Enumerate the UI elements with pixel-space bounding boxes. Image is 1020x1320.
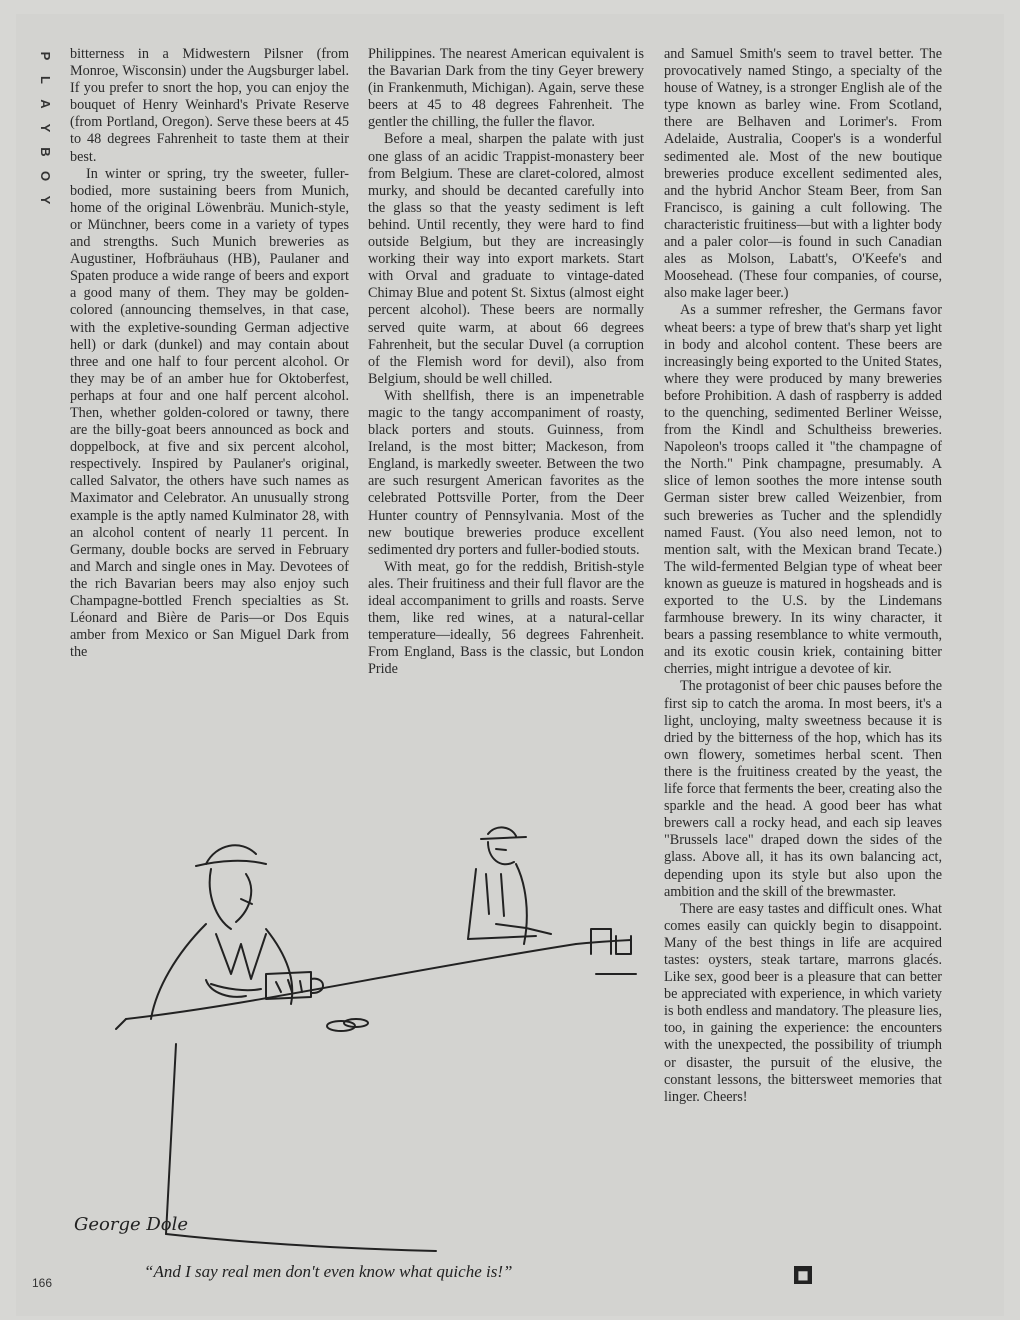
page-number: 166 (32, 1276, 53, 1290)
cartoonist-signature: George Dole (74, 1214, 189, 1235)
masthead-letter: B (38, 147, 53, 157)
text-column-1 (70, 46, 349, 661)
cartoon-caption: “And I say real men don't even know what quiche is!” (144, 1262, 513, 1281)
paragraph: As a summer refresher, the Germans favor wheat beers: a type of brew that's sharp yet light in body and alcohol content. These beers are increasingly being exported to the United States, where they were produced by many breweries before Prohibition. A dash of raspberry is added to the quenching, sedimented Berliner Weisse, from the Kindl and Schultheiss breweries. Napoleon's troops called it "the champagne of the North." Pink champagne, presumably. A slice of lemon soothes the more intense south German sister brew called Weizenbier, from such breweries as Tucher and the splendidly named Faust. (You also need lemon, not to mention salt, with the Mexican brand Tecate.) The wild-fermented Belgian type of wheat beer known as gueuze is matured in hogsheads and is exported to the U.S. by the Lindemans farmhouse brewery. In its winy character, it bears a passing resemblance to white vermouth, and its exotic cousin kriek, containing bitter cherries, might intrigue a devotee of kir. (664, 302, 942, 678)
paragraph: and Samuel Smith's seem to travel better. The provocatively named Stingo, a specialty of the house of Watney, is a stronger English ale of the type known as barley wine. From Scotland, there are Belhaven and Lorimer's. From Adelaide, Australia, Cooper's is a wonderful sedimented ale. Most of the new boutique breweries produce excellent sedimented ales, and the hybrid Anchor Steam Beer, from San Francisco, is gaining a cult following. The characteristic fruitiness—but with a lighter body and a paler color—is found in such Canadian ales as Molson, Labatt's, O'Keefe's and Moosehead. (These four companies, of course, also make lager beer.) (664, 46, 942, 302)
bunny-logo-icon: ■ (794, 1266, 812, 1284)
masthead-letter: P (38, 51, 53, 61)
masthead-letter: O (38, 170, 53, 182)
paragraph: With meat, go for the reddish, British-style ales. Their fruitiness and their full flavor are the ideal accompaniment to grills and roasts. Serve them, like red wines, at a natural-cellar temperature—ideally, 56 degrees Fahrenheit. From England, Bass is the classic, but London Pride (368, 558, 644, 678)
masthead-letter: Y (38, 195, 53, 205)
masthead-letter: A (38, 99, 53, 109)
magazine-page (16, 14, 1004, 1316)
paragraph: With shellfish, there is an impenetrable magic to the tangy accompaniment of roasty, black porters and stouts. Guinness, from Ireland, is the most bitter; Mackeson, from England, is markedly sweeter. Between the two are such resurgent American favorites as the celebrated Pottsville Porter, from the Deer Hunter country of Pennsylvania. Most of the new boutique breweries produce excellent sedimented dry porters and fuller-bodied stouts. (368, 387, 644, 558)
masthead-letter: Y (38, 123, 53, 133)
masthead-letter: L (38, 76, 53, 84)
paragraph: The protagonist of beer chic pauses before the first sip to catch the aroma. In most beers, it's a light, uncloying, malty sweetness because it is dried by the bitterness of the hop, which has its own flowery, sometimes herbal scent. Then there is the fruitiness created by the yeast, the life force that ferments the beer, creating also the sparkle and the head. A good beer has what brewers call a rocky head, and each sip leaves "Brussels lace" draped down the sides of the glass. Above all, it has its own balancing act, depending upon its style but also upon the ambition and the skill of the brewmaster. (664, 678, 942, 900)
text-column-3 (664, 46, 942, 1106)
bar-cartoon-illustration (56, 804, 656, 1264)
paragraph: Philippines. The nearest American equivalent is the Bavarian Dark from the tiny Geyer brewery (in Frankenmuth, Michigan). Again, serve these beers at 45 to 48 degrees Fahrenheit. The gentler the chilling, the fuller the flavor. (368, 46, 644, 131)
paragraph: In winter or spring, try the sweeter, fuller-bodied, more sustaining beers from Munich, home of the original Löwenbräu. Munich-style, or Münchner, beers come in a variety of types and strengths. Such Munich breweries as Augustiner, Hofbräuhaus (HB), Paulaner and Spaten produce a wide range of beers and export a good many of them. They may be golden-colored (announcing themselves, in that case, with the expletive-sounding German adjective hell) or dark (dunkel) and may contain about three and one half to four percent alcohol. Or they may be of an amber hue for Oktoberfest, perhaps at four and one half percent alcohol. Then, whether golden-colored or tawny, there are the billy-goat beers announced as bock and doppelbock, at five and six percent alcohol, respectively. Inspired by Paulaner's original, called Salvator, the others have such names as Maximator and Celebrator. An unusually strong example is the aptly named Kulminator 28, with an alcohol content of nearly 11 percent. In Germany, double bocks are served in February and March and single ones in May. Devotees of the rich Bavarian beers may also enjoy such Champagne-bottled French specialties as St. Léonard and Bière de Paris—or Dos Equis amber from Mexico or San Miguel Dark from the (70, 165, 349, 661)
paragraph: There are easy tastes and difficult ones. What comes easily can quickly begin to disappoint. Many of the best things in life are acquired tastes: oysters, steak tartare, marrons glacés. Like sex, good beer is a pleasure that can better be appreciated with experience, in which variety is both endless and mandatory. The pleasure lies, too, in gaining the experience: the encounters with the unexpected, the possibility of triumph or disaster, the pursuit of the elusive, the constant lessons, the bittersweet memories that linger. Cheers! (664, 900, 942, 1105)
paragraph: Before a meal, sharpen the palate with just one glass of an acidic Trappist-monastery beer from Belgium. These are claret-colored, almost murky, and should be decanted carefully into the glass so that the yeasty sediment is left behind. Until recently, they were hard to find outside Belgium, but they are increasingly working their way into export markets. Start with Orval and graduate to vintage-dated Chimay Blue and potent St. Sixtus (almost eight percent alcohol). These beers are normally served quite warm, at about 66 degrees Fahrenheit, but the secular Duvel (a corruption of the Flemish word for devil), also from Belgium, should be well chilled. (368, 131, 644, 387)
text-column-2 (368, 46, 644, 678)
playboy-masthead (28, 44, 54, 212)
paragraph: bitterness in a Midwestern Pilsner (from Monroe, Wisconsin) under the Augsburger label. If you prefer to snort the hop, you can enjoy the bouquet of Henry Weinhard's Private Reserve (from Portland, Oregon). Serve these beers at 45 to 48 degrees Fahrenheit to taste them at their best. (70, 46, 349, 165)
